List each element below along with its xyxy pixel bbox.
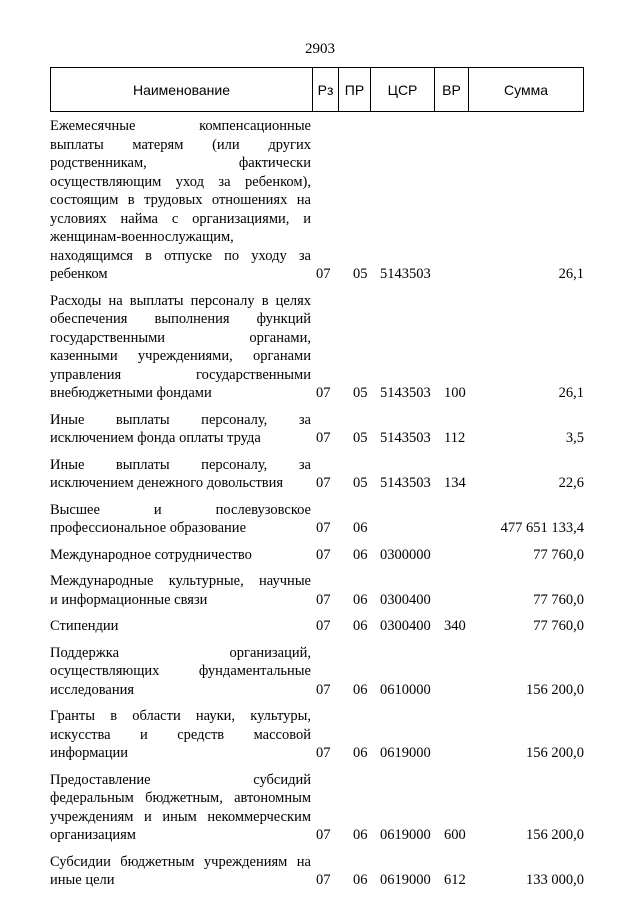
table-row [50,456,590,493]
row-sum: 77 760,0 [533,618,584,634]
table-row [50,117,590,284]
header-name: Наименование [51,68,313,112]
row-csr: 0619000 [380,745,431,761]
page-number: 2903 [305,41,335,57]
row-name-line: женщинам-военнослужащим, [50,229,234,245]
row-name-line: искусства и средств массовой [50,726,311,743]
row-name-line: и информационные связи [50,591,208,608]
row-pr: 06 [353,827,368,843]
header-csr: ЦСР [371,68,435,112]
row-pr: 06 [353,872,368,888]
row-name [50,617,311,636]
row-name-line: Предоставление субсидий [50,771,311,788]
row-name-line: родственникам, фактически [50,155,311,171]
table-row [50,572,590,609]
row-name-line: Высшее и послевузовское [50,501,311,518]
row-sum: 77 760,0 [533,546,584,563]
table-row [50,853,590,890]
row-name-line: ребенком [50,266,108,282]
row-rz: 07 [316,872,331,888]
row-csr: 0300000 [380,546,431,563]
row-name-line: Расходы на выплаты персоналу в целях [50,292,311,309]
row-name-line: исключением фонда оплаты труда [50,430,261,446]
row-name-line: казенными учреждениями, органами [50,348,311,364]
row-vr: 100 [444,385,466,401]
row-name-line: федеральным бюджетным, автономным [50,790,311,806]
row-name [50,292,311,403]
row-rz: 07 [316,520,331,536]
table-row [50,546,590,565]
row-name [50,572,311,609]
row-vr: 112 [444,430,466,446]
row-rz: 07 [316,827,331,843]
row-csr: 0619000 [380,872,431,888]
row-pr: 06 [353,681,368,698]
row-name-line: Международные культурные, научные [50,573,311,589]
row-name-line: информации [50,745,128,761]
row-sum: 156 200,0 [526,827,584,843]
row-pr: 05 [353,385,368,401]
row-vr: 600 [444,827,466,843]
row-rz: 07 [316,266,331,282]
row-sum: 133 000,0 [526,872,584,888]
row-name-line: Стипендии [50,618,119,634]
row-csr: 5143503 [380,475,431,491]
row-pr: 06 [353,618,368,634]
row-name [50,501,311,538]
row-name [50,117,311,284]
row-pr: 06 [353,520,368,536]
row-name-line: осуществляющим уход за ребенком), [50,173,311,190]
table-row [50,707,590,763]
row-sum: 156 200,0 [526,681,584,698]
row-rz: 07 [316,475,331,491]
row-sum: 3,5 [565,430,584,446]
row-vr: 134 [444,475,466,491]
row-rz: 07 [316,591,331,608]
row-csr: 0300400 [380,618,431,634]
row-name-line: Поддержка организаций, [50,644,311,661]
table-row [50,292,590,403]
row-name [50,853,311,890]
row-rz: 07 [316,385,331,401]
row-name-line: исключением денежного довольствия [50,475,284,491]
row-vr: 612 [444,872,466,888]
row-pr: 06 [353,745,368,761]
row-csr: 0300400 [380,591,431,608]
table-body [50,117,590,898]
table-row [50,501,590,538]
row-name [50,707,311,763]
header-sum: Сумма [469,68,584,112]
row-sum: 22,6 [558,475,584,491]
row-sum: 26,1 [558,385,584,401]
row-name-line: Субсидии бюджетным учреждениям на [50,853,311,870]
row-pr: 06 [353,591,368,608]
row-name-line: условиях найма с организациями, и [50,210,311,227]
row-rz: 07 [316,681,331,698]
row-name [50,771,311,845]
row-sum: 77 760,0 [533,591,584,608]
row-name-line: Гранты в области науки, культуры, [50,708,311,724]
row-rz: 07 [316,430,331,446]
header-rz: Рз [313,68,339,112]
row-rz: 07 [316,546,331,563]
row-csr: 0610000 [380,681,431,698]
row-csr: 5143503 [380,385,431,401]
row-pr: 05 [353,475,368,491]
row-vr: 340 [444,618,466,634]
row-name-line: учреждениям и иным некоммерческим [50,808,311,825]
header-pr: ПР [339,68,371,112]
row-name [50,546,311,565]
row-rz: 07 [316,745,331,761]
table-row [50,771,590,845]
row-name [50,411,311,448]
row-csr: 5143503 [380,430,431,446]
table-row [50,617,590,636]
row-sum: 26,1 [558,266,584,282]
row-sum: 156 200,0 [526,745,584,761]
row-name-line: иные цели [50,872,115,888]
row-name-line: Иные выплаты персоналу, за [50,411,311,428]
row-name-line: Иные выплаты персоналу, за [50,456,311,473]
row-name-line: государственными органами, [50,329,311,346]
row-name-line: управления государственными [50,366,311,383]
row-csr: 5143503 [380,266,431,282]
row-csr: 0619000 [380,827,431,843]
row-name-line: внебюджетными фондами [50,385,212,401]
table-row [50,411,590,448]
row-name-line: выплаты матерям (или других [50,136,311,153]
row-name [50,644,311,700]
row-pr: 05 [353,266,368,282]
row-name-line: Ежемесячные компенсационные [50,118,311,134]
row-name-line: профессиональное образование [50,520,247,536]
row-name-line: состоящим в трудовых отношениях на [50,192,311,208]
row-name-line: организациям [50,827,136,843]
row-rz: 07 [316,618,331,634]
row-name-line: Международное сотрудничество [50,546,252,563]
row-name-line: обеспечения выполнения функций [50,311,311,327]
row-name-line: исследования [50,681,135,698]
table-header [50,67,584,112]
row-name-line: находящимся в отпуске по уходу за [50,247,311,264]
row-name-line: осуществляющих фундаментальные [50,663,311,679]
row-pr: 05 [353,430,368,446]
row-pr: 06 [353,546,368,563]
row-sum: 477 651 133,4 [500,520,584,536]
header-vr: ВР [435,68,469,112]
table-row [50,644,590,700]
row-name [50,456,311,493]
